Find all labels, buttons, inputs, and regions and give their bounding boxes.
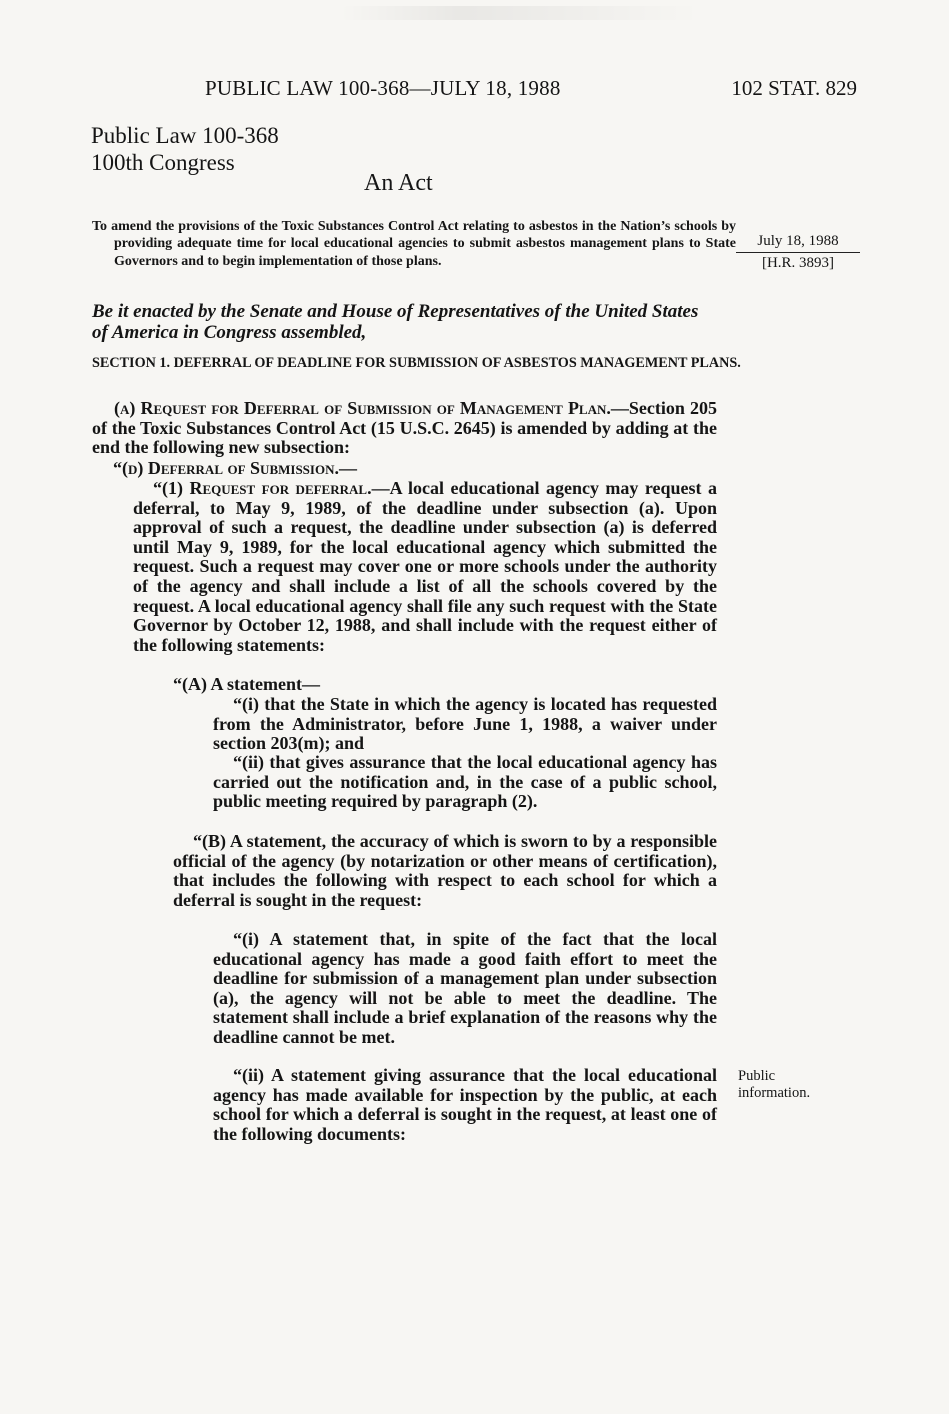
margin-date: July 18, 1988 xyxy=(736,232,860,253)
act-title: An Act xyxy=(364,170,433,196)
congress-label: 100th Congress xyxy=(91,150,235,175)
paragraph-a-text: —Section 205 of the Toxic Substances Control Act (15 U.S.C. 2645) is amended by adding at the end the following new subsection: xyxy=(92,398,717,458)
margin-note-public-information xyxy=(738,1068,838,1102)
margin-date-block xyxy=(736,232,860,273)
subsection-d-dash: — xyxy=(338,458,357,478)
clause-A-i: “(i) that the State in which the agency is located has requested from the Administrator, before June 1, 1988, a waiver under section 203(m); and xyxy=(213,694,717,754)
statute-page-number: 102 STAT. 829 xyxy=(731,76,857,100)
law-number: Public Law 100-368 xyxy=(91,123,279,148)
clause-A-ii: “(ii) that gives assurance that the local educational agency has carried out the notification and, in the case of a public school, public meeting required by paragraph (2). xyxy=(213,752,717,812)
paragraph-1-text: —A local educational agency may request a deferral, to May 9, 1989, of the deadline under subsection (a). Upon approval of such a request, the deadline under subsection (a) is deferred until May 9, 1989, for the local educational agency which submitted the request. Such a request may cover one or more schools under the authority of the agency and shall include a list of all the schools covered by the request. A local educational agency shall file any such request with the State Governor by October 12, 1988, and shall include with the request either of the following statements: xyxy=(133,478,717,655)
subparagraph-B: “(B) A statement, the accuracy of which is sworn to by a responsible official of the agency (by notarization or other means of certification), that includes the following with respect to each school for which a deferral is sought in the request: xyxy=(173,831,717,910)
paragraph-a-label: (a) Request for Deferral of Submission of Management Plan. xyxy=(114,398,611,418)
paragraph-a xyxy=(92,399,717,458)
margin-bill-number: [H.R. 3893] xyxy=(761,255,835,271)
running-head: PUBLIC LAW 100-368—JULY 18, 1988 xyxy=(205,76,561,100)
subsection-d-label: “(d) Deferral of Submission. xyxy=(113,458,339,478)
subsection-d-heading xyxy=(113,459,717,479)
clause-B-ii: “(ii) A statement giving assurance that the local educational agency has made available for inspection by the public, at each school for which a deferral is sought in the request, at least one of the following documents: xyxy=(213,1065,717,1144)
paragraph-1-label: “(1) Request for deferral. xyxy=(153,478,372,498)
section-heading: SECTION 1. DEFERRAL OF DEADLINE FOR SUBMISSION OF ASBESTOS MANAGEMENT PLANS. xyxy=(92,355,741,371)
margin-note-text: Public information. xyxy=(738,1068,811,1101)
subparagraph-A: “(A) A statement— xyxy=(173,674,320,694)
paragraph-1 xyxy=(133,479,717,655)
clause-B-i: “(i) A statement that, in spite of the fact that the local educational agency has made a good faith effort to meet the deadline for submission of a management plan under subsection (a), the agency will not be able to meet the deadline. The statement shall include a brief explanation of the reasons why the deadline cannot be met. xyxy=(213,929,717,1047)
enacting-clause: Be it enacted by the Senate and House of Representatives of the United States of America in Congress assembled, xyxy=(92,301,699,343)
purpose-statement: To amend the provisions of the Toxic Substances Control Act relating to asbestos in the Nation’s schools by providing adequate time for local educational agencies to submit asbestos management plans to State Governors and to begin implementation of those plans. xyxy=(92,219,736,269)
scan-smudge xyxy=(340,6,700,20)
